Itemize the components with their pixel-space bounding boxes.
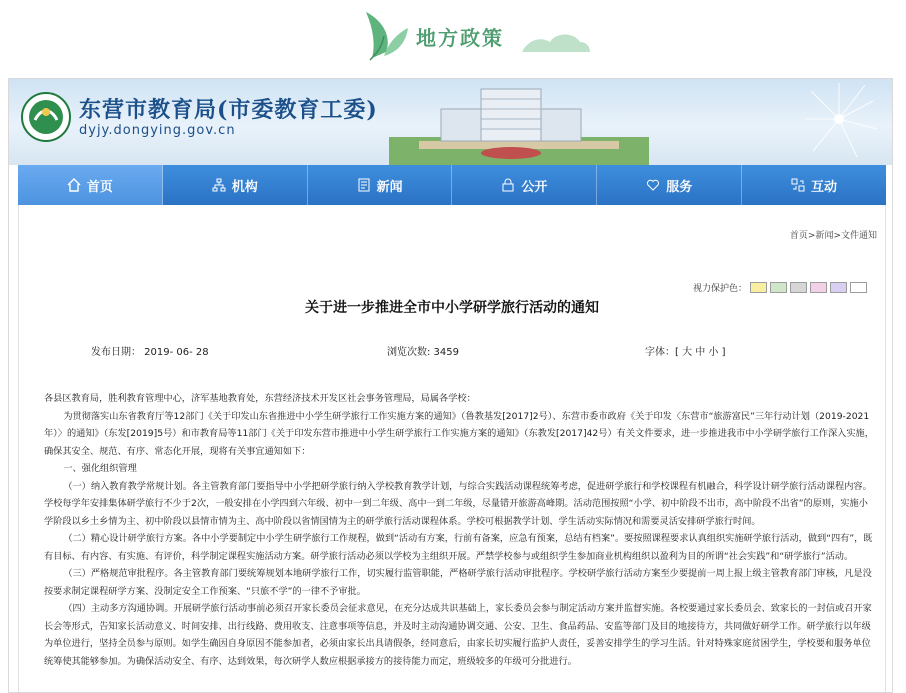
- publish-date: 发布日期： 2019- 06- 28: [91, 347, 209, 358]
- article-paragraph: 为贯彻落实山东省教育厅等12部门《关于印发山东省推进中小学生研学旅行工作实施方案的通知》（鲁教基发[2017]2号）、东营市委市政府《关于印发〈东营市“旅游富民”三年行动计划（2019-2021年）〉的通知》（东发[2019]5号）和市教育局等11部门《关于印发东营市推进中小学生研学旅行工作实施方案的通知》（东教发[2017]42号）有关文件要求，进一步推进我市中小学研学旅行工作深入实施，确保其安全、规范、有序、常态化开展，现将有关事宜通知如下：: [44, 410, 874, 457]
- article-title: 关于进一步推进全市中小学研学旅行活动的通知: [305, 300, 599, 316]
- breadcrumb[interactable]: 首页>新闻>文件通知: [789, 231, 877, 241]
- org-chart-icon: [212, 178, 226, 192]
- leaf-icon: [362, 6, 410, 62]
- nav-item-public[interactable]: [452, 165, 597, 205]
- website-frame: [8, 78, 893, 693]
- color-swatch-gray[interactable]: [790, 282, 807, 293]
- nav-label: 服务: [666, 179, 693, 195]
- building-illustration: [389, 79, 649, 165]
- nav-label: 互动: [811, 179, 838, 195]
- vision-color-picker: [693, 281, 867, 294]
- site-domain: dyjy.dongying.gov.cn: [79, 123, 236, 138]
- main-nav: [18, 165, 886, 205]
- nav-label: 首页: [86, 179, 113, 195]
- interaction-icon: [791, 178, 805, 192]
- nav-item-home[interactable]: [18, 165, 163, 205]
- color-swatch-yellow[interactable]: [750, 282, 767, 293]
- nav-item-org[interactable]: [163, 165, 308, 205]
- article-page: [18, 205, 886, 692]
- color-swatch-purple[interactable]: [830, 282, 847, 293]
- section-header: [0, 0, 906, 70]
- news-icon: [357, 178, 371, 192]
- section-title: 地方政策: [416, 26, 504, 50]
- article-paragraph: 各县区教育局，胜利教育管理中心，济军基地教育处，东营经济技术开发区社会事务管理局，局属各学校：: [44, 393, 476, 404]
- article-paragraph: （一）纳入教育教学常规计划。各主管教育部门要指导中小学把研学旅行纳入学校教育教学计划，与综合实践活动课程统筹考虑，促进研学旅行和学校课程有机融合，科学设计研学旅行活动课程内容。学校每学年安排集体研学旅行不少于2次，一般安排在小学四到六年级、初中一到二年级、高中一到二年级，尽量错开旅游高峰期。活动范围按照“小学、初中阶段不出市，高中阶段不出省”的原则，实施小学阶段以乡土乡情为主、初中阶段以县情市情为主、高中阶段以省情国情为主的研学旅行活动课程体系。学校可根据教学计划、学生活动实际情况和需要灵活安排研学旅行时间。: [44, 480, 872, 527]
- article-paragraph: （四）主动多方沟通协调。开展研学旅行活动事前必须召开家长委员会征求意见，在充分达成共识基础上，家长委员会参与制定活动方案并监督实施。各校要通过家长委员会、致家长的一封信或召开家长会等形式，告知家长活动意义、时间安排、出行线路、费用收支、注意事项等信息，并及时主动沟通协调交通、公安、卫生、食品药品、安监等部门及目的地接待方，共同做好研学工作。研学旅行以年级为单位进行，坚持全员参与原则。如学生确因自身原因不能参加者，必须由家长出具请假条，经同意后，由家长切实履行监护人责任，妥善安排学生的学习生活。针对特殊家庭贫困学生，学校要和服务单位统筹使其能够参加。为确保活动安全、有序、达到效果，每次研学人数应根据承接方的接待能力而定，班级较多的年级可分批进行。: [44, 603, 872, 667]
- view-count: 浏览次数: 3459: [387, 347, 459, 358]
- article-paragraph: （三）严格规范审批程序。各主管教育部门要统筹规划本地研学旅行工作，切实履行监管职能，严格研学旅行活动审批程序。学校研学旅行活动方案至少要提前一周上报上级主管教育部门审核，凡是没按要求制定课程研学方案、没制定安全工作预案、“只旅不学”的一律不予审批。: [44, 568, 872, 597]
- article-body: [44, 390, 874, 670]
- dandelion-decoration: [769, 79, 892, 165]
- article-paragraph: 一、强化组织管理: [63, 463, 137, 474]
- article-paragraph: （二）精心设计研学旅行方案。各中小学要制定中小学生研学旅行工作规程，做到“活动有方案，行前有备案，应急有预案，总结有档案”。要按照课程要求认真组织实施研学旅行活动，做到“四有”，既有目标、有内容、有实施、有评价，科学制定课程实施活动方案。研学旅行活动必须以学校为主组织开展。严禁学校参与或组织学生参加商业机构组织以盈利为目的所谓“社会实践”和“研学旅行”活动。: [44, 533, 873, 562]
- nav-item-interact[interactable]: [742, 165, 886, 205]
- education-bureau-logo: [21, 92, 71, 142]
- nav-item-news[interactable]: [308, 165, 453, 205]
- color-swatch-white[interactable]: [850, 282, 867, 293]
- cloud-icon: [520, 30, 592, 54]
- site-name: 东营市教育局(市委教育工委): [79, 97, 378, 123]
- font-size-control[interactable]: 字体：[ 大 中 小 ]: [645, 347, 726, 358]
- nav-label: 新闻: [376, 179, 403, 195]
- home-icon: [67, 178, 81, 192]
- nav-label: 公开: [521, 179, 548, 195]
- lock-icon: [501, 178, 515, 192]
- nav-item-service[interactable]: [597, 165, 742, 205]
- heart-icon: [646, 178, 660, 192]
- vision-label: 视力保护色：: [692, 284, 747, 294]
- color-swatch-pink[interactable]: [810, 282, 827, 293]
- site-banner: [9, 79, 892, 165]
- nav-label: 机构: [231, 179, 258, 195]
- color-swatch-green[interactable]: [770, 282, 787, 293]
